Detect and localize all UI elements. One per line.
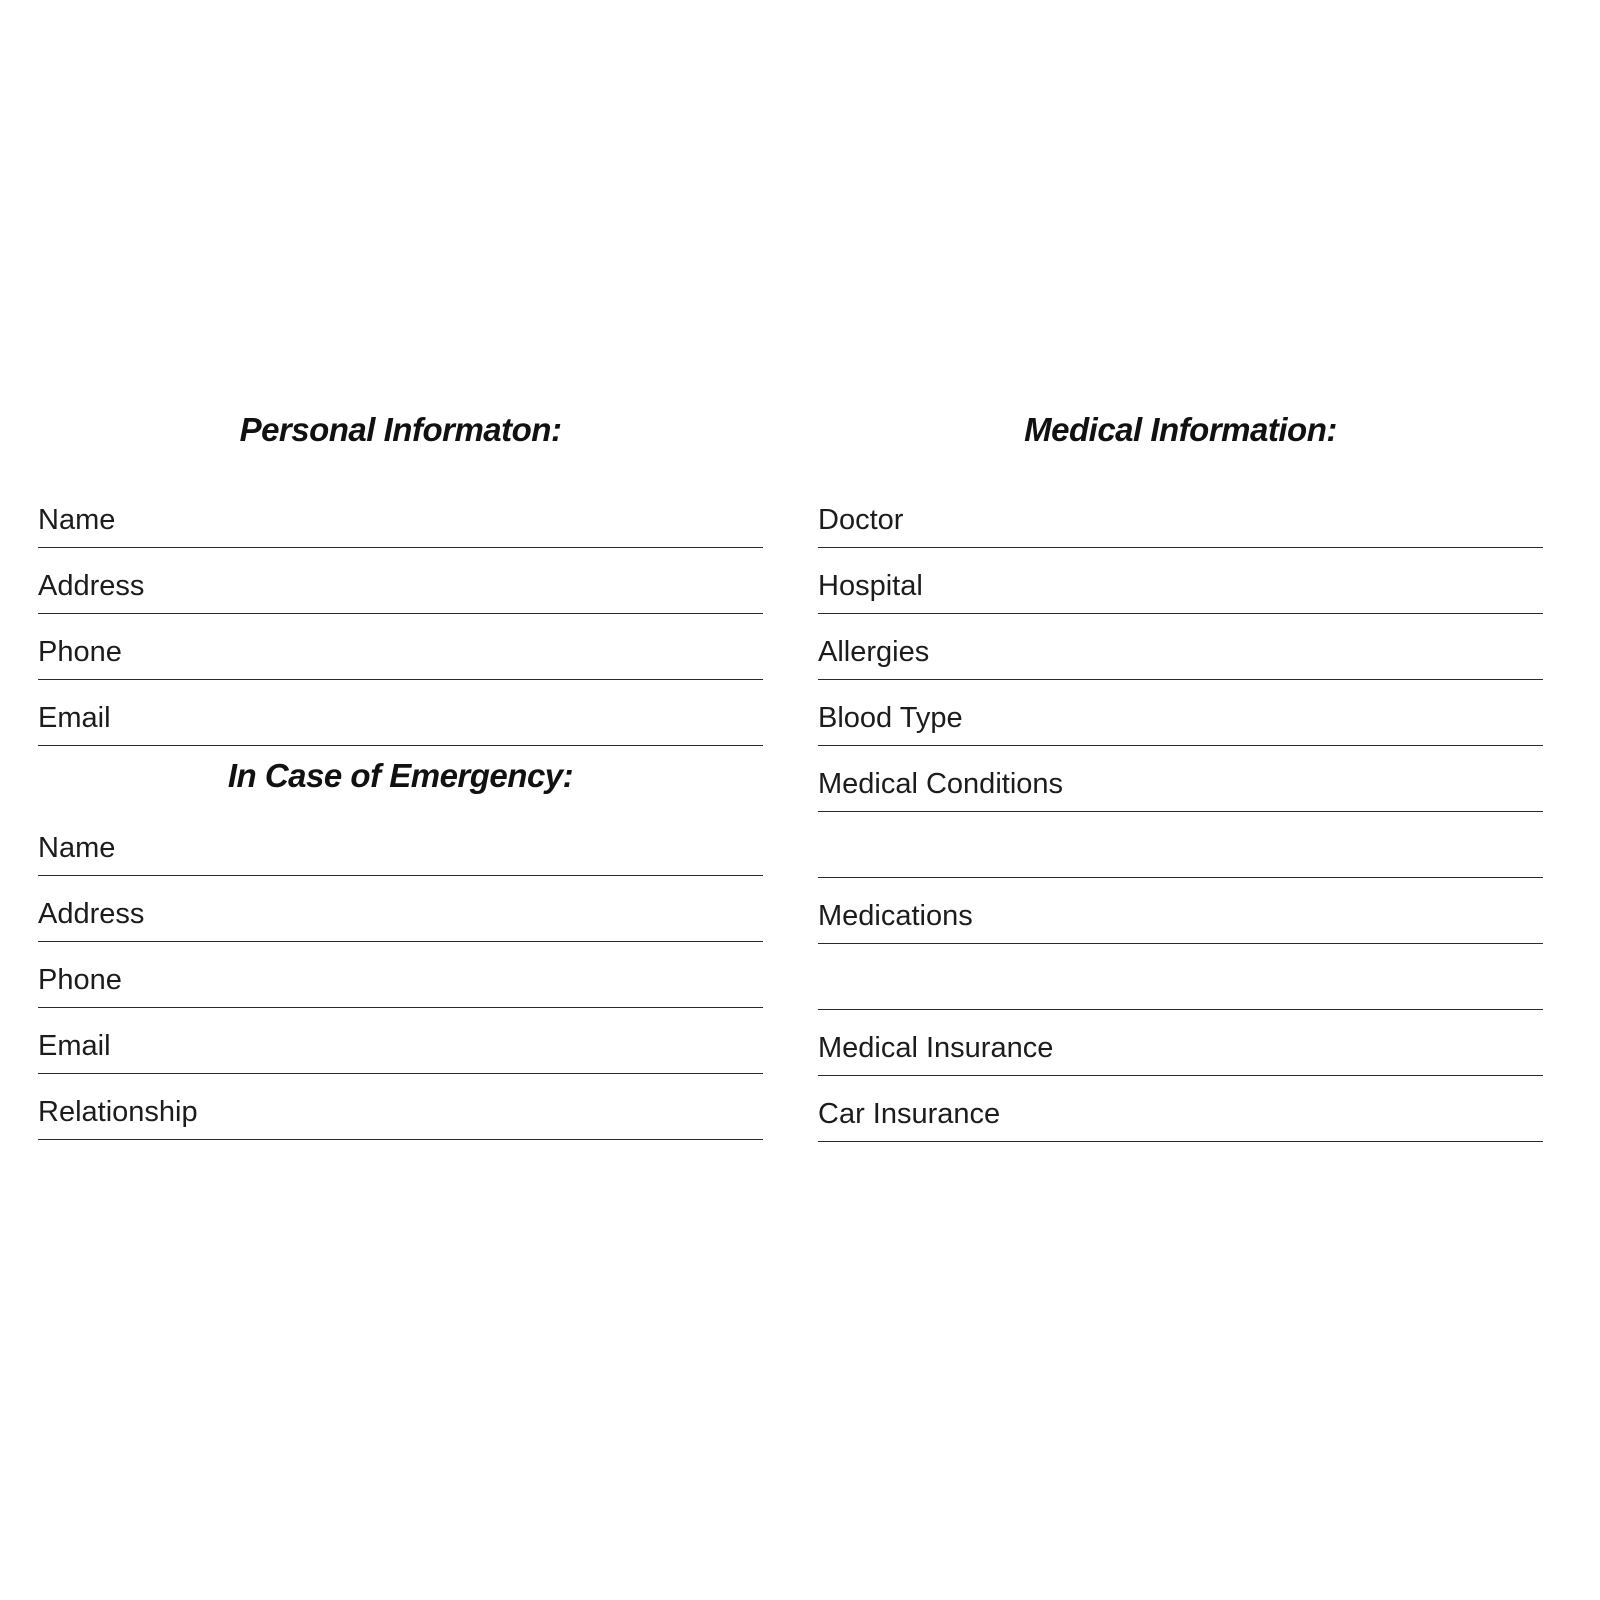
field-label: Blood Type xyxy=(818,702,963,734)
emergency-email-field[interactable] xyxy=(38,1008,763,1074)
medical-doctor-field[interactable] xyxy=(818,482,1543,548)
field-label: Name xyxy=(38,832,116,864)
field-label: Name xyxy=(38,504,116,536)
personal-address-field[interactable] xyxy=(38,548,763,614)
field-label: Email xyxy=(38,1030,111,1062)
personal-phone-field[interactable] xyxy=(38,614,763,680)
field-label: Doctor xyxy=(818,504,904,536)
medical-medications-field[interactable] xyxy=(818,878,1543,944)
emergency-heading: In Case of Emergency: xyxy=(227,757,574,794)
medical-conditions-continued-field[interactable] xyxy=(818,812,1543,878)
emergency-relationship-field[interactable] xyxy=(38,1074,763,1140)
personal-name-field[interactable] xyxy=(38,482,763,548)
personal-information-heading: Personal Informaton: xyxy=(239,411,562,448)
right-column xyxy=(818,405,1543,1142)
emergency-fields xyxy=(38,810,763,1140)
field-label: Car Insurance xyxy=(818,1098,1001,1130)
personal-information-fields xyxy=(38,482,763,746)
field-label: Email xyxy=(38,702,111,734)
field-label: Medications xyxy=(818,900,973,932)
medical-allergies-field[interactable] xyxy=(818,614,1543,680)
medical-insurance-field[interactable] xyxy=(818,1010,1543,1076)
field-label: Hospital xyxy=(818,570,923,602)
field-label: Medical Conditions xyxy=(818,768,1064,800)
emergency-name-field[interactable] xyxy=(38,810,763,876)
emergency-address-field[interactable] xyxy=(38,876,763,942)
field-label: Address xyxy=(38,570,145,602)
field-label: Medical Insurance xyxy=(818,1032,1054,1064)
emergency-phone-field[interactable] xyxy=(38,942,763,1008)
medical-hospital-field[interactable] xyxy=(818,548,1543,614)
medical-blood-type-field[interactable] xyxy=(818,680,1543,746)
field-label: Phone xyxy=(38,964,122,996)
left-column xyxy=(38,405,763,1140)
car-insurance-field[interactable] xyxy=(818,1076,1543,1142)
medical-information-fields xyxy=(818,482,1543,1142)
field-label: Phone xyxy=(38,636,122,668)
medical-medications-continued-field[interactable] xyxy=(818,944,1543,1010)
field-label: Address xyxy=(38,898,145,930)
field-label: Allergies xyxy=(818,636,930,668)
personal-email-field[interactable] xyxy=(38,680,763,746)
field-label: Relationship xyxy=(38,1096,198,1128)
medical-information-heading: Medical Information: xyxy=(1024,411,1337,448)
medical-conditions-field[interactable] xyxy=(818,746,1543,812)
